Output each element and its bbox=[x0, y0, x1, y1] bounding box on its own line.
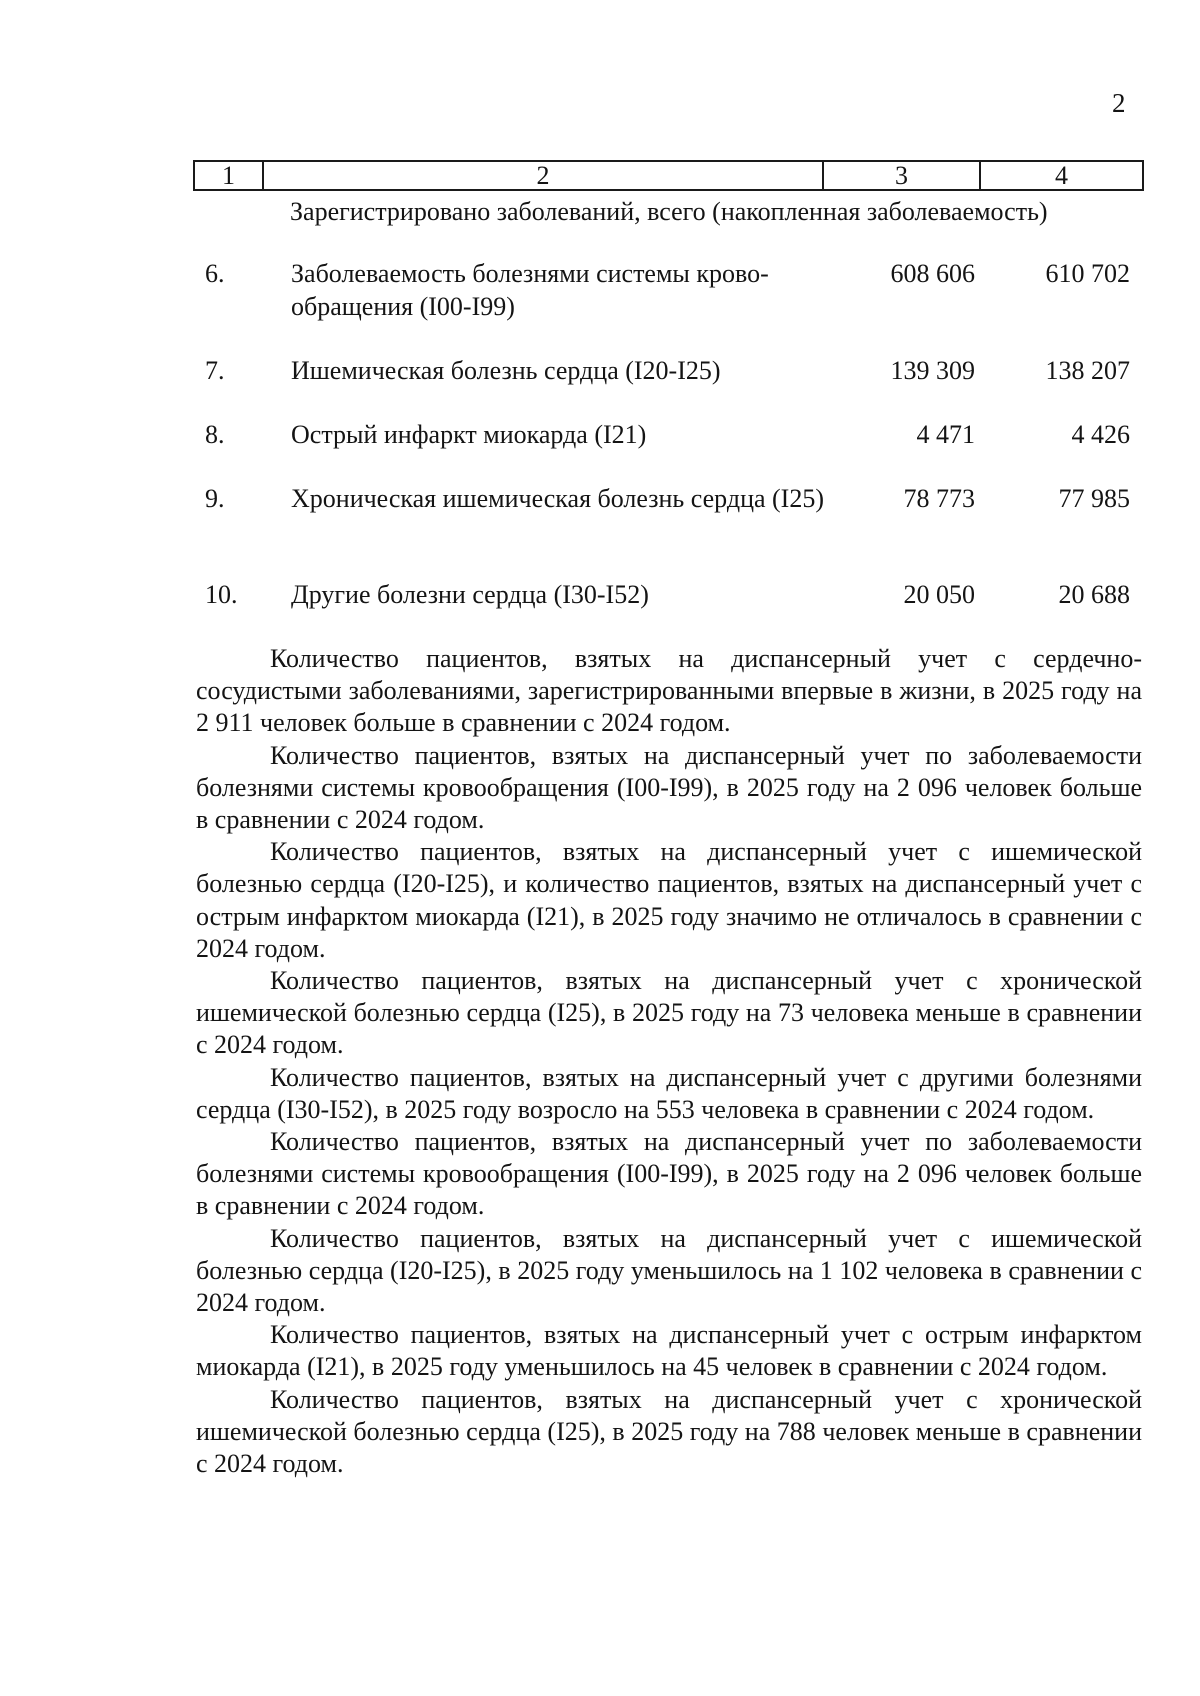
value-2025: 20 688 bbox=[1058, 580, 1130, 609]
value-2025: 4 426 bbox=[1071, 420, 1130, 449]
row-number: 9. bbox=[205, 484, 225, 513]
paragraph: Количество пациентов, взятых на диспансерный учет по заболеваемости болезнями системы кровообращения (I00-I99), в 2025 году на 2 096 человек больше в сравнении с 2024 годом. bbox=[196, 740, 1142, 835]
paragraph: Количество пациентов, взятых на диспансерный учет с ишемической болезнью сердца (I20-I25), в 2025 году уменьшилось на 1 102 человека в сравнении с 2024 годом. bbox=[196, 1223, 1142, 1318]
value-2024: 20 050 bbox=[903, 580, 975, 609]
value-2024: 608 606 bbox=[890, 259, 975, 288]
value-2024: 78 773 bbox=[903, 484, 975, 513]
row-name: Ишемическая болезнь сердца (I20-I25) bbox=[291, 356, 721, 385]
row-name: Острый инфаркт миокарда (I21) bbox=[291, 420, 647, 449]
page-number: 2 bbox=[1112, 88, 1126, 118]
table-column-numbers bbox=[193, 160, 1144, 191]
value-2024: 139 309 bbox=[890, 356, 975, 385]
section-title: Зарегистрировано заболеваний, всего (накопленная заболеваемость) bbox=[290, 197, 1048, 226]
value-2025: 77 985 bbox=[1058, 484, 1130, 513]
row-name: Другие болезни сердца (I30-I52) bbox=[291, 580, 649, 609]
value-2024: 4 471 bbox=[916, 420, 975, 449]
column-number-2: 2 bbox=[263, 161, 823, 190]
value-2025: 138 207 bbox=[1045, 356, 1130, 385]
value-2025: 610 702 bbox=[1045, 259, 1130, 288]
row-number: 10. bbox=[205, 580, 238, 609]
paragraph: Количество пациентов, взятых на диспансерный учет с сердечно-сосудистыми заболеваниями, зарегистрированными впервые в жизни, в 2025 году на 2 911 человек больше в сравнении с 2024 годом. bbox=[196, 644, 1142, 738]
row-name: Заболеваемость болезнями системы крово-обращения (I00-I99) bbox=[291, 259, 769, 321]
row-number: 8. bbox=[205, 420, 225, 449]
paragraph: Количество пациентов, взятых на диспансерный учет с острым инфарктом миокарда (I21), в 2025 году уменьшилось на 45 человек в сравнении с 2024 годом. bbox=[196, 1320, 1142, 1382]
paragraph: Количество пациентов, взятых на диспансерный учет по заболеваемости болезнями системы кровообращения (I00-I99), в 2025 году на 2 096 человек больше в сравнении с 2024 годом. bbox=[196, 1127, 1142, 1221]
row-name: Хроническая ишемическая болезнь сердца (I25) bbox=[291, 484, 824, 513]
row-number: 6. bbox=[205, 259, 225, 288]
column-number-1: 1 bbox=[194, 161, 263, 190]
paragraph: Количество пациентов, взятых на диспансерный учет с хронической ишемической болезнью сердца (I25), в 2025 году на 788 человек меньше в сравнении с 2024 годом. bbox=[196, 1384, 1142, 1479]
column-number-4: 4 bbox=[980, 161, 1143, 190]
paragraph: Количество пациентов, взятых на диспансерный учет с хронической ишемической болезнью сердца (I25), в 2025 году на 73 человека меньше в сравнении с 2024 годом. bbox=[196, 966, 1142, 1060]
paragraph: Количество пациентов, взятых на диспансерный учет с другими болезнями сердца (I30-I52), в 2025 году возросло на 553 человека в сравнении с 2024 годом. bbox=[196, 1062, 1142, 1124]
body-text bbox=[196, 643, 1142, 1480]
paragraph: Количество пациентов, взятых на диспансерный учет с ишемической болезнью сердца (I20-I25), и количество пациентов, взятых на диспансерный учет с острым инфарктом миокарда (I21), в 2025 году значимо не отличалось в сравнении с 2024 годом. bbox=[196, 837, 1142, 963]
table-header-row bbox=[194, 161, 1143, 190]
row-number: 7. bbox=[205, 356, 225, 385]
column-number-3: 3 bbox=[823, 161, 980, 190]
